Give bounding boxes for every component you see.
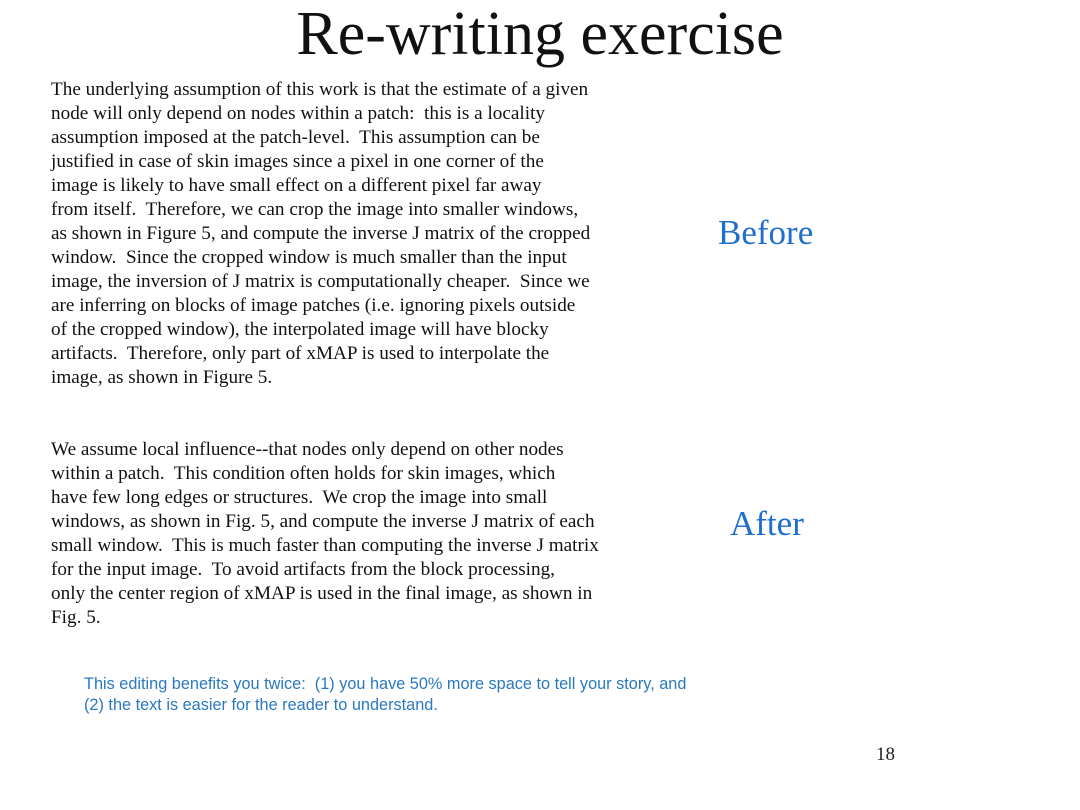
text-line: node will only depend on nodes within a patch: this is a locality bbox=[51, 103, 545, 124]
text-line: as shown in Figure 5, and compute the inverse J matrix of the cropped bbox=[51, 223, 591, 244]
text-line: from itself. Therefore, we can crop the image into smaller windows, bbox=[51, 199, 579, 220]
editing-note bbox=[84, 674, 686, 716]
after-label: After bbox=[730, 504, 804, 543]
text-line: justified in case of skin images since a pixel in one corner of the bbox=[51, 151, 544, 172]
text-line: are inferring on blocks of image patches (i.e. ignoring pixels outside bbox=[51, 295, 576, 316]
text-line: The underlying assumption of this work is that the estimate of a given bbox=[51, 79, 589, 100]
before-label: Before bbox=[718, 213, 814, 252]
text-line: Fig. 5. bbox=[51, 607, 101, 628]
text-line: We assume local influence--that nodes only depend on other nodes bbox=[51, 439, 564, 460]
after-paragraph bbox=[51, 438, 691, 630]
text-line: have few long edges or structures. We crop the image into small bbox=[51, 487, 548, 508]
note-line: This editing benefits you twice: (1) you have 50% more space to tell your story, and bbox=[84, 675, 687, 693]
text-line: within a patch. This condition often holds for skin images, which bbox=[51, 463, 556, 484]
text-line: image, as shown in Figure 5. bbox=[51, 367, 273, 388]
text-line: for the input image. To avoid artifacts from the block processing, bbox=[51, 559, 555, 580]
text-line: assumption imposed at the patch-level. This assumption can be bbox=[51, 127, 540, 148]
text-line: window. Since the cropped window is much smaller than the input bbox=[51, 247, 567, 268]
note-line: (2) the text is easier for the reader to understand. bbox=[84, 696, 438, 714]
text-line: windows, as shown in Fig. 5, and compute the inverse J matrix of each bbox=[51, 511, 595, 532]
page-number: 18 bbox=[876, 744, 895, 765]
text-line: image, the inversion of J matrix is computationally cheaper. Since we bbox=[51, 271, 590, 292]
text-line: artifacts. Therefore, only part of xMAP is used to interpolate the bbox=[51, 343, 550, 364]
text-line: of the cropped window), the interpolated image will have blocky bbox=[51, 319, 549, 340]
before-paragraph bbox=[51, 78, 691, 390]
text-line: only the center region of xMAP is used in the final image, as shown in bbox=[51, 583, 593, 604]
text-line: image is likely to have small effect on a different pixel far away bbox=[51, 175, 542, 196]
slide-title: Re-writing exercise bbox=[296, 0, 784, 68]
text-line: small window. This is much faster than computing the inverse J matrix bbox=[51, 535, 599, 556]
